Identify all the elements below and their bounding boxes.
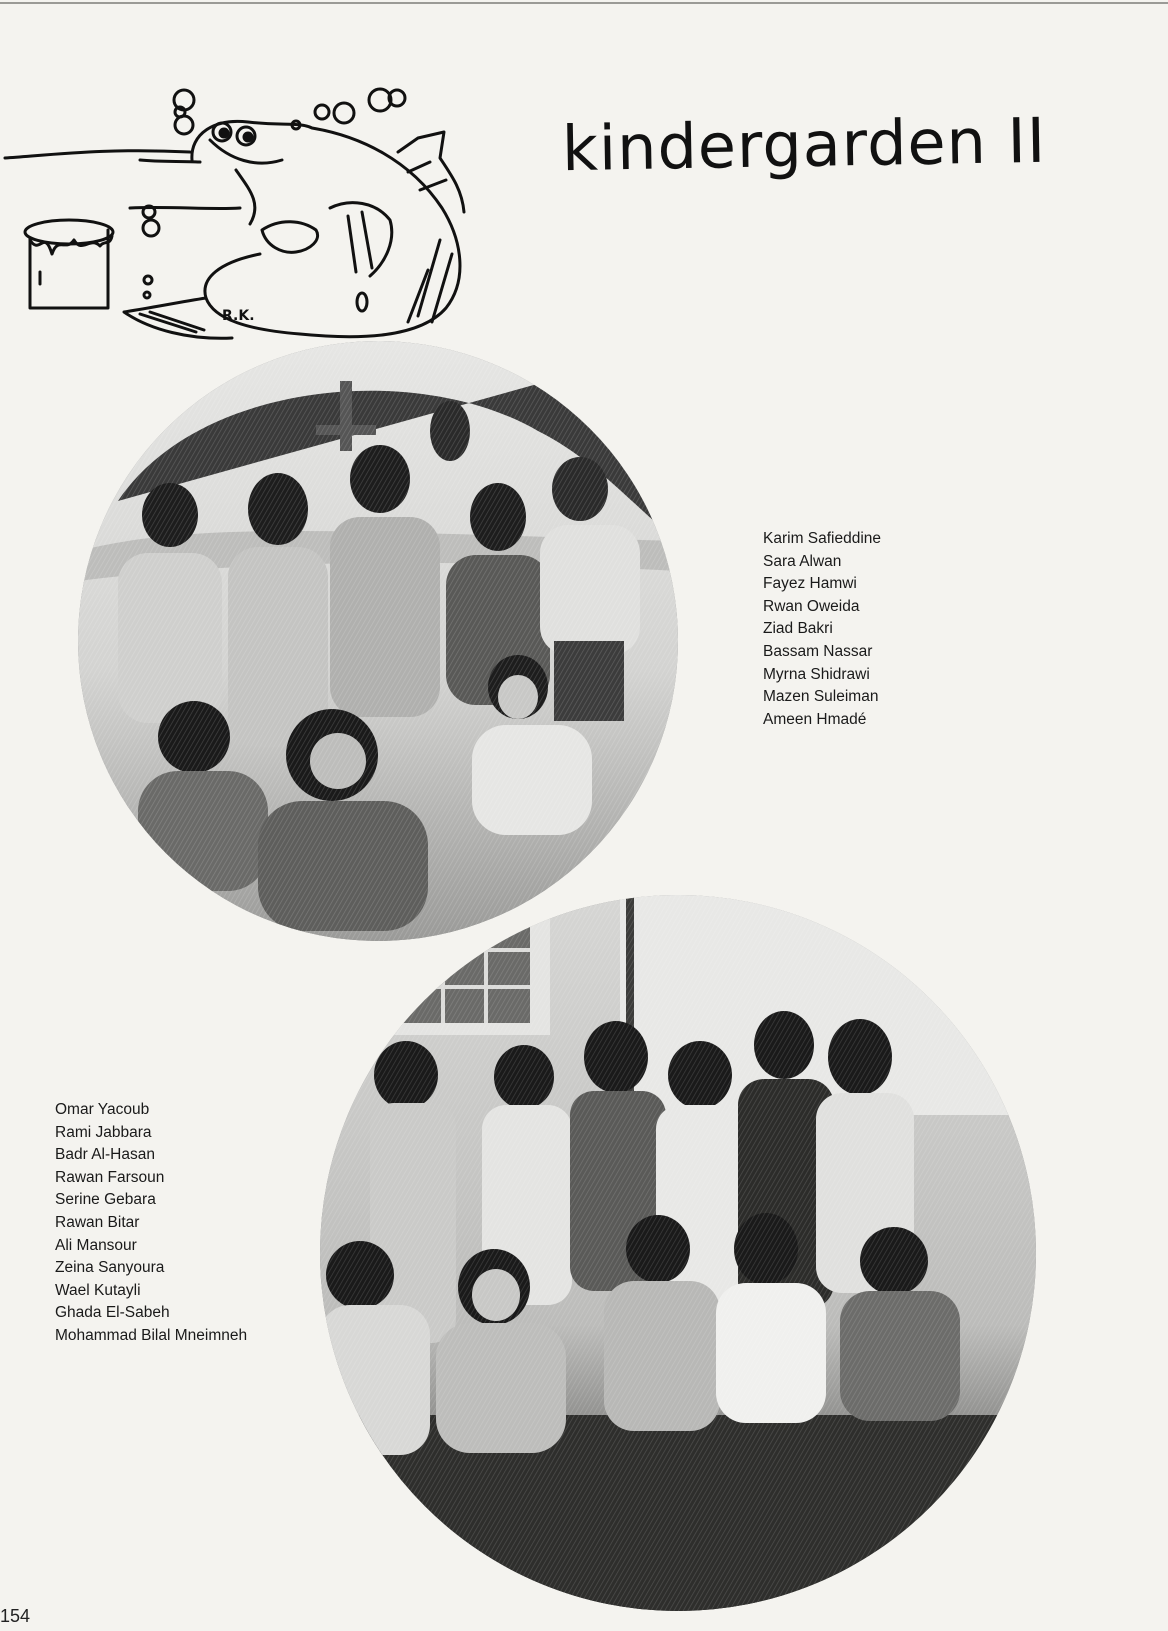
name-list-item: Rawan Bitar xyxy=(55,1213,140,1231)
name-list-item: Omar Yacoub xyxy=(55,1101,150,1118)
name-list-item: Bassam Nassar xyxy=(763,642,873,660)
name-list-item: Sara Alwan xyxy=(763,552,842,570)
name-list-item: Badr Al-Hasan xyxy=(55,1146,155,1164)
name-list-item: Rawan Farsoun xyxy=(55,1168,165,1186)
name-list-item: Rami Jabbara xyxy=(55,1123,152,1141)
name-list-photo-2 xyxy=(55,1099,247,1348)
name-list-item: Ali Mansour xyxy=(55,1236,137,1254)
name-list-item: Fayez Hamwi xyxy=(763,575,857,593)
page-top-rule xyxy=(0,2,1168,4)
name-list-item: Ameen Hmadé xyxy=(763,710,867,728)
name-list-photo-1 xyxy=(763,528,881,731)
name-list-item: Mazen Suleiman xyxy=(763,688,879,706)
name-list-item: Zeina Sanyoura xyxy=(55,1259,165,1277)
page-title: kindergarden II xyxy=(561,103,1047,186)
class-photo-2 xyxy=(320,895,1036,1611)
name-list-item: Karim Safieddine xyxy=(763,530,882,547)
class-photo-1 xyxy=(78,341,678,941)
name-list-item: Rwan Oweida xyxy=(763,597,860,615)
artist-signature: R.K. xyxy=(222,308,255,324)
name-list-item: Ghada El-Sabeh xyxy=(55,1304,170,1322)
name-list-item: Myrna Shidrawi xyxy=(763,665,870,683)
name-list-item: Wael Kutayli xyxy=(55,1281,141,1299)
name-list-item: Serine Gebara xyxy=(55,1191,156,1209)
cartoon-fish-illustration xyxy=(0,40,500,340)
name-list-item: Ziad Bakri xyxy=(763,620,833,638)
name-list-item: Mohammad Bilal Mneimneh xyxy=(55,1326,248,1344)
page-number: 154 xyxy=(0,1606,31,1626)
